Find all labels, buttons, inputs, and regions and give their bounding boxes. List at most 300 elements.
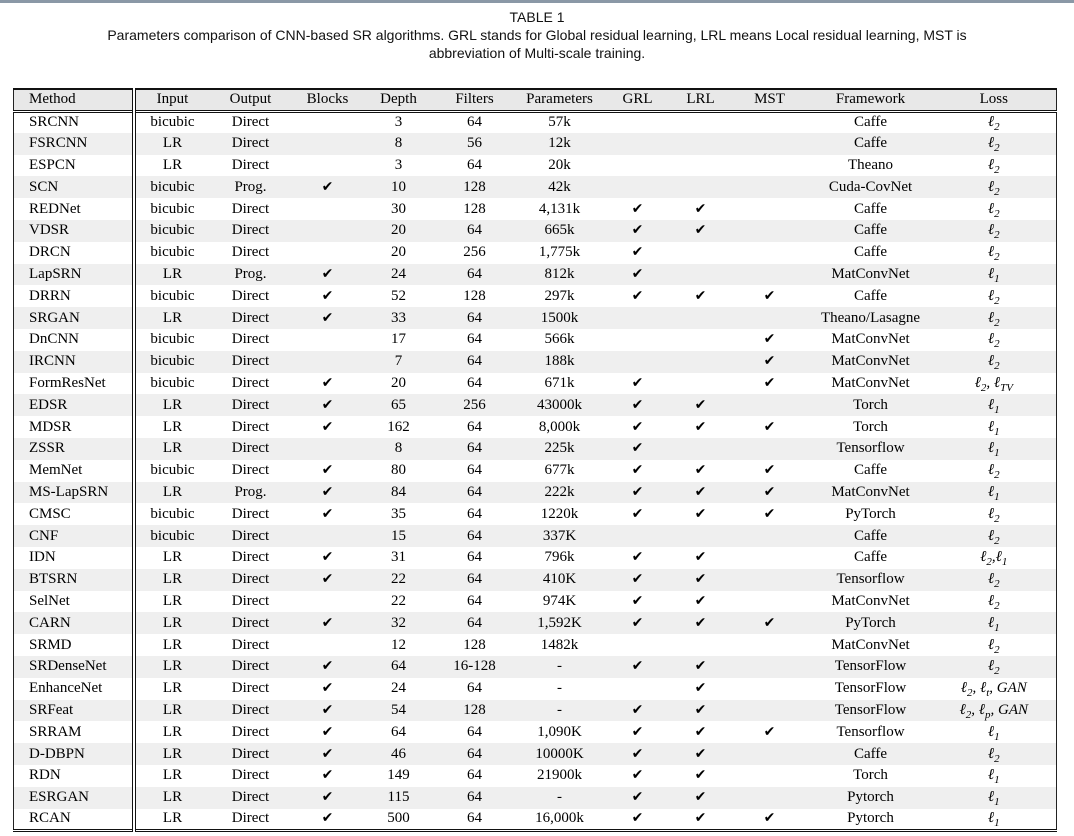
cell-blocks: [292, 678, 364, 700]
cell-filters: 64: [467, 592, 482, 609]
checkmark-icon: ✔: [631, 440, 644, 457]
cell-output: Direct: [231, 701, 270, 718]
cell-lrl: [672, 176, 730, 198]
checkmark-icon: ✔: [694, 658, 707, 675]
cell-output: Direct: [231, 331, 270, 348]
cell-depth: 24: [391, 265, 406, 282]
cell-depth: 84: [391, 483, 406, 500]
cell-framework: MatConvNet: [831, 636, 910, 653]
cell-output: Prog.: [234, 265, 267, 282]
checkmark-icon: ✔: [763, 374, 776, 391]
cell-parameters: -: [557, 789, 562, 806]
checkmark-icon: ✔: [694, 745, 707, 762]
cell-method: CARN: [29, 614, 71, 631]
cell-lrl: [672, 416, 730, 438]
column-header-input: Input: [134, 89, 210, 111]
cell-method: FormResNet: [29, 374, 106, 391]
table-row: [14, 700, 1057, 722]
cell-output: Direct: [231, 592, 270, 609]
cell-parameters: 20k: [548, 156, 571, 173]
cell-input: LR: [134, 438, 210, 460]
cell-loss: [932, 198, 1057, 220]
cell-depth: 15: [391, 527, 406, 544]
cell-depth: 30: [391, 200, 406, 217]
cell-blocks: [292, 373, 364, 395]
cell-framework: Torch: [853, 418, 888, 435]
table-header: [14, 89, 1057, 111]
cell-mst: [730, 176, 810, 198]
cell-depth: 149: [387, 767, 410, 784]
cell-blocks: [292, 809, 364, 831]
column-header-lrl: LRL: [672, 89, 730, 111]
cell-mst: [730, 155, 810, 177]
cell-grl: [604, 155, 672, 177]
table-row: [14, 394, 1057, 416]
cell-grl: [604, 656, 672, 678]
cell-input: LR: [134, 656, 210, 678]
cell-method: SRGAN: [29, 309, 80, 326]
cell-grl: [604, 460, 672, 482]
cell-lrl: [672, 569, 730, 591]
cell-parameters: 1,090K: [537, 723, 582, 740]
cell-blocks: [292, 787, 364, 809]
cell-filters: 64: [467, 680, 482, 697]
cell-method: SRMD: [29, 636, 72, 653]
checkmark-icon: ✔: [694, 200, 707, 217]
cell-method: SRRAM: [29, 723, 82, 740]
cell-blocks: [292, 460, 364, 482]
cell-input: LR: [134, 155, 210, 177]
cell-filters: 64: [467, 723, 482, 740]
cell-depth: 24: [391, 680, 406, 697]
cell-blocks: [292, 656, 364, 678]
cell-filters: 64: [467, 462, 482, 479]
column-header-depth: Depth: [364, 89, 434, 111]
checkmark-icon: ✔: [631, 658, 644, 675]
cell-lrl: [672, 503, 730, 525]
cell-grl: [604, 176, 672, 198]
checkmark-icon: ✔: [694, 592, 707, 609]
cell-input: LR: [134, 264, 210, 286]
checkmark-icon: ✔: [321, 658, 334, 675]
cell-loss: [932, 721, 1057, 743]
cell-mst: [730, 133, 810, 155]
cell-grl: [604, 634, 672, 656]
cell-lrl: [672, 809, 730, 831]
cell-method: CMSC: [29, 505, 71, 522]
checkmark-icon: ✔: [631, 745, 644, 762]
cell-output: Direct: [231, 745, 270, 762]
table-row: [14, 111, 1057, 133]
cell-blocks: [292, 329, 364, 351]
checkmark-icon: ✔: [631, 244, 644, 261]
cell-lrl: [672, 198, 730, 220]
cell-input: bicubic: [134, 525, 210, 547]
cell-method: SCN: [29, 178, 59, 195]
cell-output: Direct: [231, 505, 270, 522]
cell-parameters: 671k: [544, 374, 575, 391]
checkmark-icon: ✔: [321, 374, 334, 391]
checkmark-icon: ✔: [763, 287, 776, 304]
checkmark-icon: ✔: [694, 396, 707, 413]
cell-input: LR: [134, 307, 210, 329]
checkmark-icon: ✔: [631, 374, 644, 391]
cell-input: bicubic: [134, 503, 210, 525]
cell-framework: PyTorch: [845, 505, 896, 522]
checkmark-icon: ✔: [763, 418, 776, 435]
checkmark-icon: ✔: [631, 483, 644, 500]
column-header-output: Output: [210, 89, 292, 111]
cell-parameters: 42k: [548, 178, 571, 195]
cell-grl: [604, 198, 672, 220]
cell-loss: [932, 438, 1057, 460]
cell-parameters: 10000K: [535, 745, 584, 762]
cell-mst: [730, 591, 810, 613]
checkmark-icon: ✔: [321, 549, 334, 566]
cell-framework: MatConvNet: [831, 592, 910, 609]
checkmark-icon: ✔: [321, 789, 334, 806]
cell-method: DRCN: [29, 244, 71, 261]
cell-parameters: 796k: [544, 549, 575, 566]
cell-framework: Tensorflow: [836, 440, 905, 457]
loss-value: ℓ$_2$: [987, 156, 1000, 176]
cell-framework: Pytorch: [847, 789, 894, 806]
checkmark-icon: ✔: [321, 505, 334, 522]
cell-output: Direct: [231, 571, 270, 588]
cell-input: bicubic: [134, 351, 210, 373]
cell-framework: Tensorflow: [836, 723, 905, 740]
table-row: [14, 351, 1057, 373]
cell-parameters: 43000k: [537, 396, 582, 413]
checkmark-icon: ✔: [763, 353, 776, 370]
cell-blocks: [292, 482, 364, 504]
cell-blocks: [292, 176, 364, 198]
table-row: [14, 176, 1057, 198]
cell-filters: 128: [463, 287, 486, 304]
cell-lrl: [672, 460, 730, 482]
table-row: [14, 133, 1057, 155]
cell-mst: [730, 634, 810, 656]
cell-depth: 20: [391, 244, 406, 261]
cell-parameters: 1482k: [540, 636, 579, 653]
cell-loss: [932, 176, 1057, 198]
cell-loss: [932, 809, 1057, 831]
cell-method: RCAN: [29, 810, 71, 827]
cell-mst: [730, 198, 810, 220]
table-body: [14, 111, 1057, 830]
cell-blocks: [292, 264, 364, 286]
table-row: [14, 612, 1057, 634]
cell-loss: [932, 525, 1057, 547]
table-row: [14, 765, 1057, 787]
cell-method: SRFeat: [29, 701, 74, 718]
cell-output: Direct: [231, 636, 270, 653]
cell-grl: [604, 329, 672, 351]
checkmark-icon: ✔: [694, 483, 707, 500]
cell-output: Direct: [231, 114, 270, 131]
cell-framework: Caffe: [853, 114, 888, 131]
cell-framework: Caffe: [853, 527, 888, 544]
cell-output: Prog.: [234, 178, 267, 195]
cell-input: LR: [134, 765, 210, 787]
cell-input: LR: [134, 547, 210, 569]
cell-blocks: [292, 242, 364, 264]
cell-loss: [932, 547, 1057, 569]
cell-loss: [932, 416, 1057, 438]
checkmark-icon: ✔: [321, 462, 334, 479]
cell-lrl: [672, 133, 730, 155]
checkmark-icon: ✔: [631, 549, 644, 566]
cell-blocks: [292, 525, 364, 547]
checkmark-icon: ✔: [321, 614, 334, 631]
loss-value: ℓ$_1$: [987, 614, 1000, 634]
cell-parameters: 677k: [544, 462, 575, 479]
cell-output: Direct: [231, 549, 270, 566]
cell-lrl: [672, 591, 730, 613]
cell-method: SelNet: [29, 592, 70, 609]
loss-value: ℓ$_2$, ℓ$_p$, GAN: [959, 701, 1028, 721]
cell-lrl: [672, 242, 730, 264]
cell-output: Direct: [231, 614, 270, 631]
cell-loss: [932, 569, 1057, 591]
cell-method: SRDenseNet: [29, 658, 107, 675]
cell-filters: 64: [467, 549, 482, 566]
cell-depth: 8: [394, 135, 403, 152]
cell-depth: 64: [391, 723, 406, 740]
table-row: [14, 264, 1057, 286]
cell-grl: [604, 438, 672, 460]
checkmark-icon: ✔: [694, 222, 707, 239]
table-row: [14, 503, 1057, 525]
cell-lrl: [672, 329, 730, 351]
checkmark-icon: ✔: [631, 571, 644, 588]
loss-value: ℓ$_2$: [987, 527, 1000, 547]
cell-mst: [730, 329, 810, 351]
cell-blocks: [292, 438, 364, 460]
checkmark-icon: ✔: [694, 680, 707, 697]
checkmark-icon: ✔: [631, 614, 644, 631]
table-row: [14, 198, 1057, 220]
cell-lrl: [672, 656, 730, 678]
table-row: [14, 809, 1057, 831]
cell-blocks: [292, 394, 364, 416]
cell-lrl: [672, 373, 730, 395]
checkmark-icon: ✔: [321, 701, 334, 718]
cell-mst: [730, 220, 810, 242]
cell-framework: Pytorch: [847, 810, 894, 827]
checkmark-icon: ✔: [631, 767, 644, 784]
checkmark-icon: ✔: [321, 571, 334, 588]
checkmark-icon: ✔: [694, 462, 707, 479]
cell-grl: [604, 307, 672, 329]
parameters-comparison-table: [13, 88, 1057, 832]
cell-output: Direct: [231, 222, 270, 239]
cell-input: bicubic: [134, 373, 210, 395]
cell-depth: 33: [391, 309, 406, 326]
cell-output: Direct: [231, 135, 270, 152]
cell-framework: PyTorch: [845, 614, 896, 631]
cell-mst: [730, 787, 810, 809]
cell-depth: 8: [394, 440, 403, 457]
cell-parameters: 16,000k: [535, 810, 584, 827]
column-header-loss: Loss: [932, 89, 1057, 111]
cell-lrl: [672, 634, 730, 656]
cell-parameters: 812k: [544, 265, 575, 282]
checkmark-icon: ✔: [694, 723, 707, 740]
checkmark-icon: ✔: [763, 505, 776, 522]
cell-output: Prog.: [234, 483, 267, 500]
checkmark-icon: ✔: [321, 418, 334, 435]
cell-lrl: [672, 743, 730, 765]
cell-output: Direct: [231, 462, 270, 479]
cell-filters: 64: [467, 767, 482, 784]
cell-mst: [730, 242, 810, 264]
checkmark-icon: ✔: [321, 265, 334, 282]
cell-loss: [932, 591, 1057, 613]
loss-value: ℓ$_1$: [987, 767, 1000, 787]
checkmark-icon: ✔: [321, 287, 334, 304]
cell-output: Direct: [231, 156, 270, 173]
cell-filters: 128: [463, 701, 486, 718]
cell-lrl: [672, 612, 730, 634]
cell-lrl: [672, 220, 730, 242]
checkmark-icon: ✔: [321, 483, 334, 500]
cell-framework: MatConvNet: [831, 331, 910, 348]
cell-grl: [604, 133, 672, 155]
cell-depth: 20: [391, 222, 406, 239]
cell-framework: Caffe: [853, 462, 888, 479]
cell-grl: [604, 591, 672, 613]
cell-output: Direct: [231, 287, 270, 304]
cell-blocks: [292, 765, 364, 787]
cell-blocks: [292, 155, 364, 177]
loss-value: ℓ$_1$: [987, 483, 1000, 503]
table-row: [14, 634, 1057, 656]
table-label: TABLE 1: [509, 9, 565, 25]
loss-value: ℓ$_1$: [987, 810, 1000, 830]
loss-value: ℓ$_2$: [987, 462, 1000, 482]
table-row: [14, 460, 1057, 482]
cell-output: Direct: [231, 200, 270, 217]
cell-method: ESRGAN: [29, 789, 90, 806]
column-header-framework: Framework: [810, 89, 932, 111]
cell-grl: [604, 787, 672, 809]
cell-mst: [730, 569, 810, 591]
cell-method: D-DBPN: [29, 745, 85, 762]
cell-parameters: 337K: [542, 527, 577, 544]
cell-mst: [730, 373, 810, 395]
column-header-parameters: Parameters: [516, 89, 604, 111]
cell-depth: 31: [391, 549, 406, 566]
table-row: [14, 482, 1057, 504]
cell-filters: 256: [463, 396, 486, 413]
loss-value: ℓ$_2$: [987, 222, 1000, 242]
checkmark-icon: ✔: [694, 571, 707, 588]
cell-parameters: 566k: [544, 331, 575, 348]
cell-filters: 128: [463, 178, 486, 195]
cell-framework: Theano/Lasagne: [820, 309, 921, 326]
checkmark-icon: ✔: [763, 483, 776, 500]
cell-loss: [932, 133, 1057, 155]
cell-framework: Torch: [853, 767, 888, 784]
cell-loss: [932, 787, 1057, 809]
cell-method: DnCNN: [29, 331, 80, 348]
cell-framework: TensorFlow: [834, 701, 907, 718]
cell-depth: 115: [387, 789, 410, 806]
cell-depth: 80: [391, 462, 406, 479]
cell-method: SRCNN: [29, 114, 80, 131]
column-header-method: Method: [14, 89, 134, 111]
cell-input: LR: [134, 416, 210, 438]
cell-blocks: [292, 569, 364, 591]
table-row: [14, 373, 1057, 395]
checkmark-icon: ✔: [321, 810, 334, 827]
cell-parameters: 1,775k: [538, 244, 581, 261]
cell-depth: 162: [387, 418, 410, 435]
cell-blocks: [292, 285, 364, 307]
cell-loss: [932, 678, 1057, 700]
table-row: [14, 285, 1057, 307]
checkmark-icon: ✔: [321, 396, 334, 413]
cell-filters: 64: [467, 222, 482, 239]
cell-grl: [604, 416, 672, 438]
checkmark-icon: ✔: [631, 789, 644, 806]
table-row: [14, 438, 1057, 460]
table-row: [14, 329, 1057, 351]
cell-parameters: 974K: [542, 592, 577, 609]
checkmark-icon: ✔: [694, 810, 707, 827]
cell-depth: 32: [391, 614, 406, 631]
cell-parameters: -: [557, 680, 562, 697]
cell-filters: 64: [467, 571, 482, 588]
cell-filters: 64: [467, 745, 482, 762]
cell-grl: [604, 285, 672, 307]
cell-depth: 10: [391, 178, 406, 195]
cell-output: Direct: [231, 244, 270, 261]
cell-input: bicubic: [134, 285, 210, 307]
cell-loss: [932, 700, 1057, 722]
cell-blocks: [292, 351, 364, 373]
cell-lrl: [672, 438, 730, 460]
checkmark-icon: ✔: [631, 222, 644, 239]
cell-parameters: 12k: [548, 135, 571, 152]
cell-depth: 22: [391, 571, 406, 588]
checkmark-icon: ✔: [694, 789, 707, 806]
cell-depth: 17: [391, 331, 406, 348]
checkmark-icon: ✔: [631, 810, 644, 827]
cell-mst: [730, 547, 810, 569]
cell-filters: 64: [467, 309, 482, 326]
cell-input: bicubic: [134, 242, 210, 264]
checkmark-icon: ✔: [321, 745, 334, 762]
cell-blocks: [292, 612, 364, 634]
cell-filters: 64: [467, 810, 482, 827]
cell-blocks: [292, 547, 364, 569]
cell-mst: [730, 700, 810, 722]
table-row: [14, 743, 1057, 765]
table-row: [14, 547, 1057, 569]
loss-value: ℓ$_2$: [987, 309, 1000, 329]
loss-value: ℓ$_1$: [987, 723, 1000, 743]
cell-grl: [604, 220, 672, 242]
cell-lrl: [672, 285, 730, 307]
cell-method: EnhanceNet: [29, 680, 103, 697]
cell-grl: [604, 547, 672, 569]
cell-mst: [730, 438, 810, 460]
cell-filters: 56: [467, 135, 482, 152]
cell-framework: Caffe: [853, 244, 888, 261]
table-row: [14, 787, 1057, 809]
